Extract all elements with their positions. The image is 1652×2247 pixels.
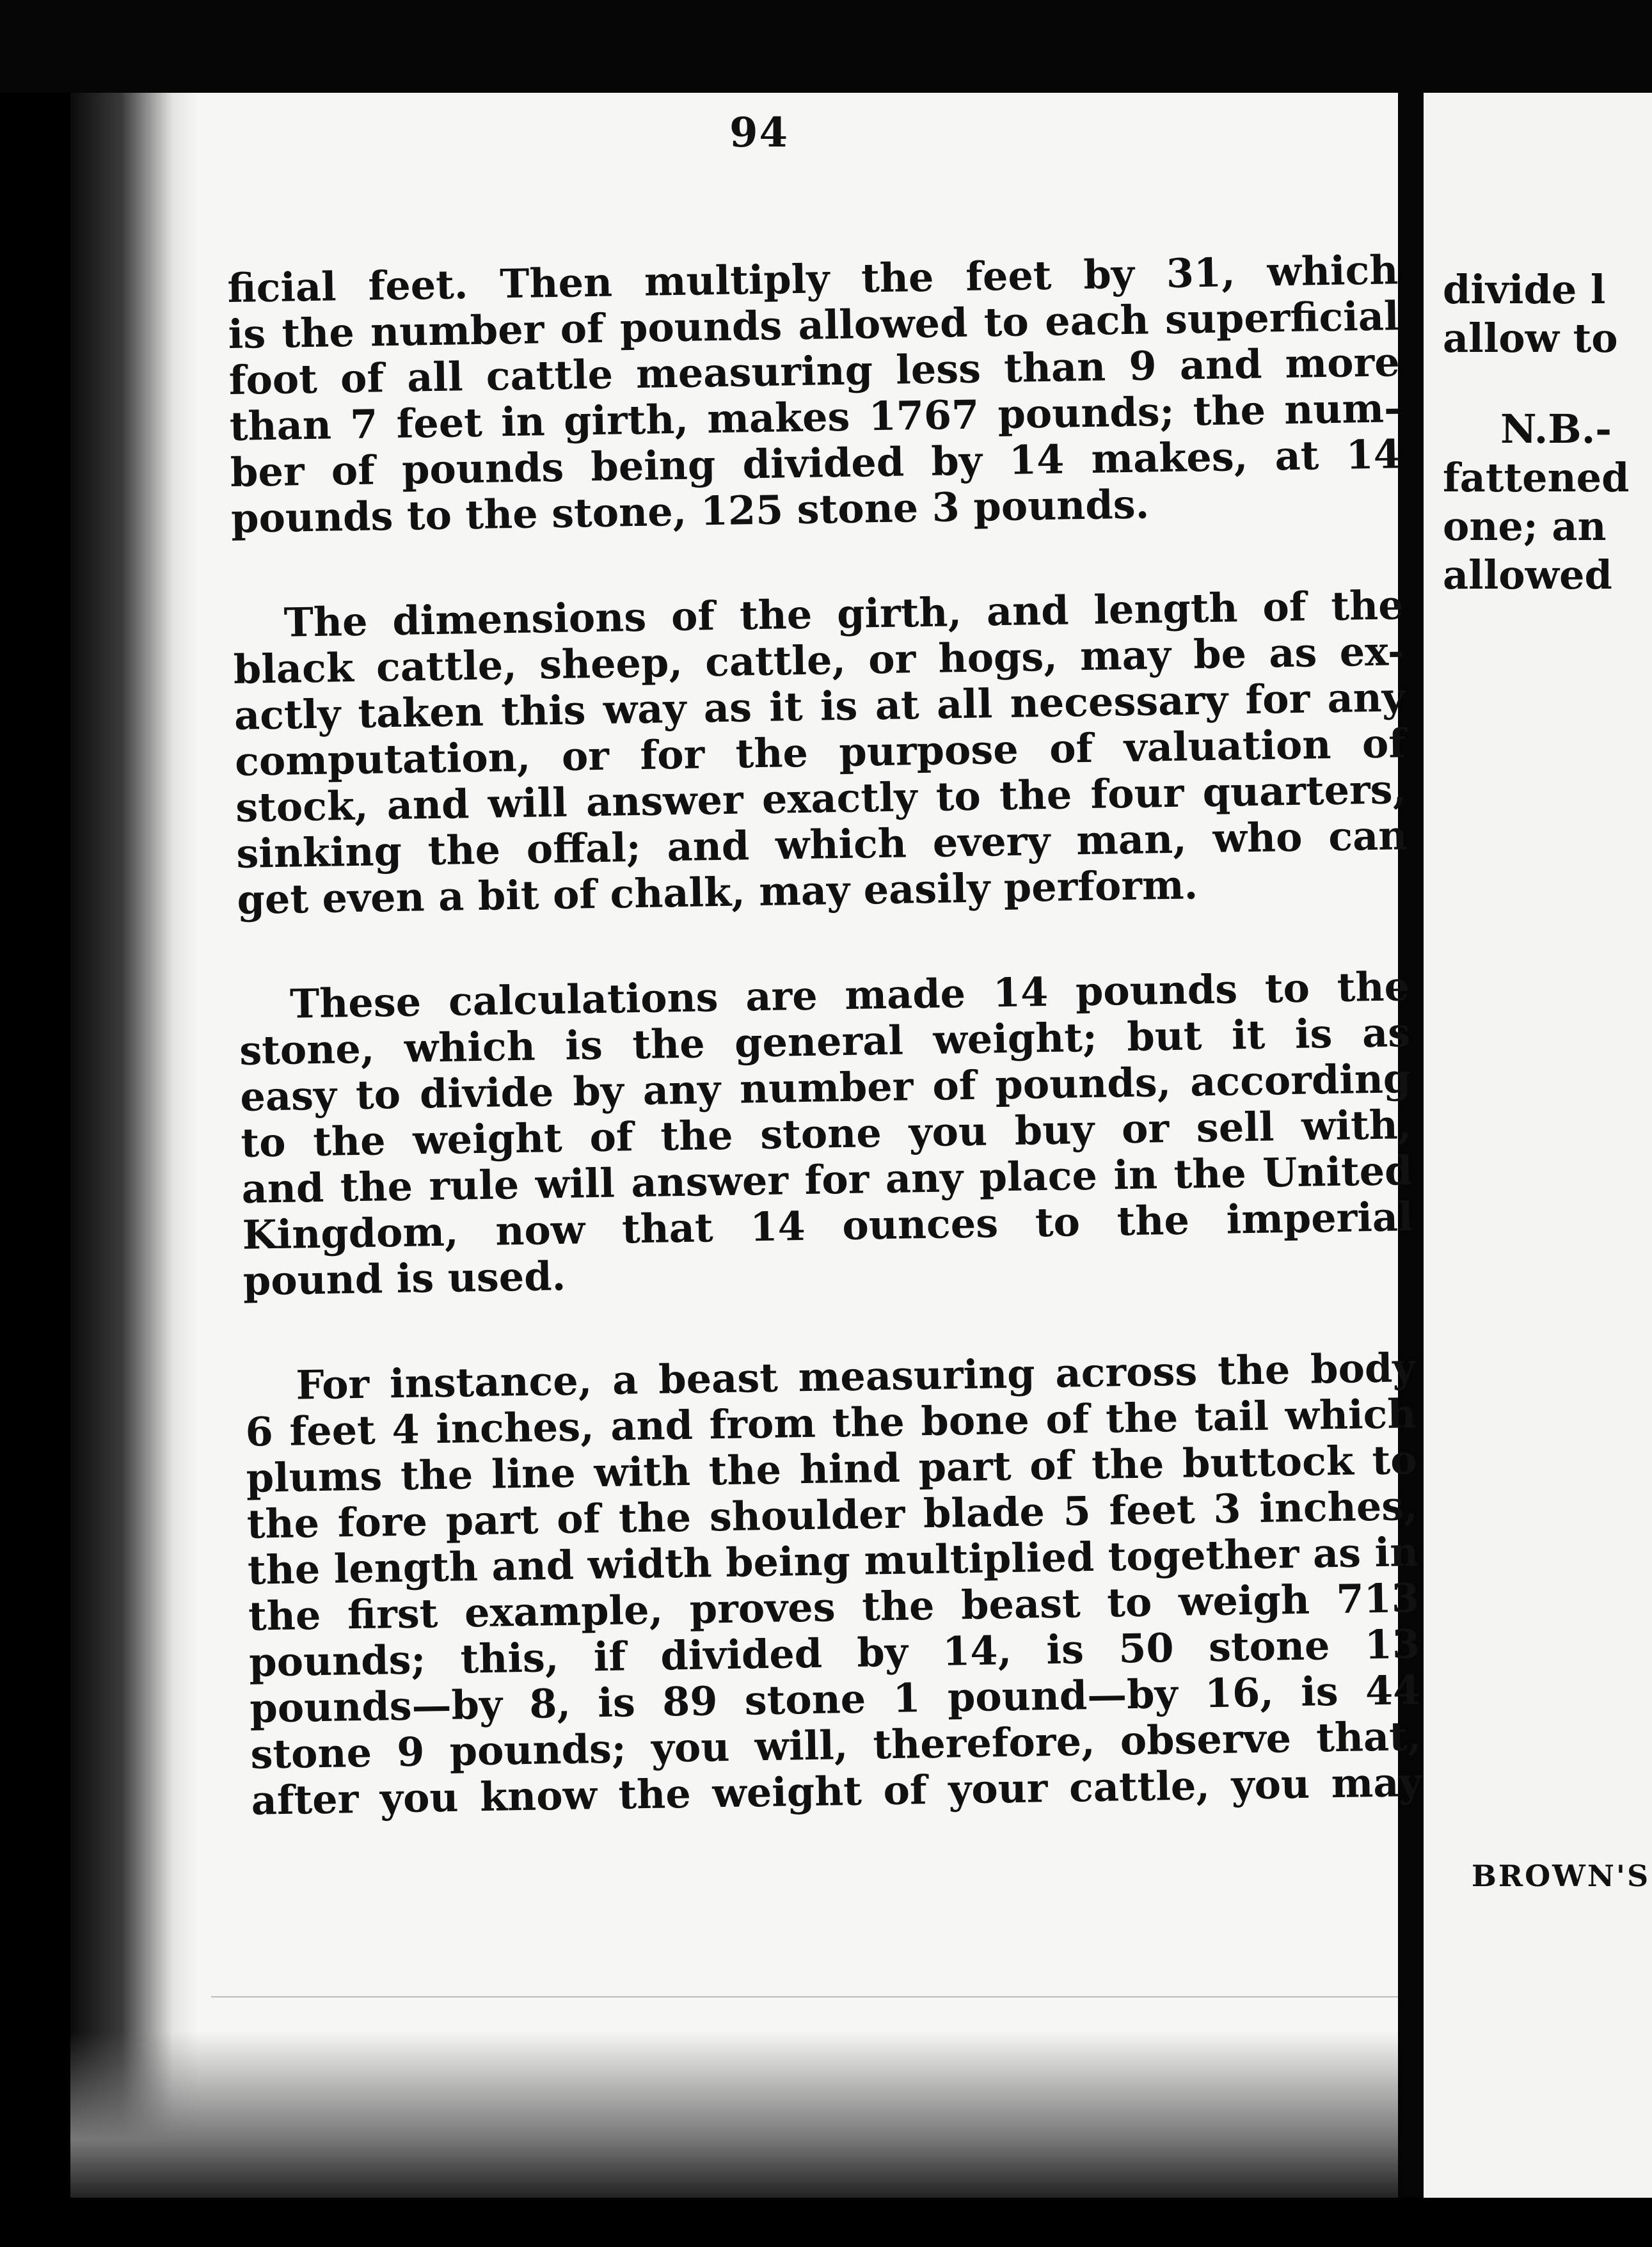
right-line: one; an [1443,503,1607,550]
text-line: plums the line with the hind part of the buttock to [246,1436,1418,1502]
page-edge-shadow [70,93,198,2198]
text-line: than 7 feet in girth, makes 1767 pounds; the num- [229,385,1401,450]
text-line: and the rule will answer for any place in the United [241,1147,1413,1212]
text-line: after you know the weight of your cattle, you may [251,1758,1423,1824]
right-line: divide l [1443,266,1606,313]
text-line: stone, which is the general weight; but it is as [239,1009,1411,1074]
catchword: BROWN'S [1472,1859,1651,1893]
text-line: the length and width being multiplied together as in [247,1528,1419,1594]
text-line: pounds; this, if divided by 14, is 50 stone 13 [248,1620,1420,1686]
page-number: 94 [729,109,790,157]
text-line: foot of all cattle measuring less than 9 and more [228,338,1401,404]
paragraph-3 [239,964,1415,1305]
body-text [227,247,1423,1882]
text-line: computation, or for the purpose of valuation of [234,720,1406,785]
text-line: stock, and will answer exactly to the four quarters, [235,766,1407,831]
text-line: 6 feet 4 inches, and from the bone of the tail which [245,1390,1417,1456]
text-line: the fore part of the shoulder blade 5 feet 3 inches, [246,1482,1418,1548]
text-line: is the number of pounds allowed to each superficial [228,292,1400,358]
page-bottom-shadow [70,2031,1398,2198]
text-line: Kingdom, now that 14 ounces to the imperial [242,1193,1414,1258]
right-line: allow to [1443,315,1618,361]
text-line: easy to divide by any number of pounds, according [239,1055,1411,1120]
paragraph-4 [244,1345,1422,1824]
right-page-text [1443,266,1629,599]
text-line: get even a bit of chalk, may easily perform. [237,861,1198,923]
text-line: ficial feet. Then multiply the feet by 31, which [226,246,1399,312]
text-line: pound is used. [242,1252,566,1305]
right-line: fattened [1443,454,1630,501]
text-line: sinking the offal; and which every man, who can [235,812,1408,877]
text-line: stone 9 pounds; you will, therefore, observe that, [250,1712,1422,1778]
text-line: The dimensions of the girth, and length of the [283,582,1404,646]
text-line: to the weight of the stone you buy or sell with, [240,1101,1412,1166]
text-line: These calculations are made 14 pounds to the [289,963,1410,1028]
text-line: actly taken this way as it is at all necessary for any [234,674,1406,739]
text-line: black cattle, sheep, cattle, or hogs, may be as ex- [233,628,1405,693]
text-line: the first example, proves the beast to weigh 713 [248,1574,1420,1640]
right-line: allowed [1443,552,1612,598]
text-line: ber of pounds being divided by 14 makes, at 14 [230,431,1402,496]
paragraph-1 [227,247,1402,542]
paragraph-2 [232,582,1408,923]
text-line: pounds to the stone, 125 stone 3 pounds. [230,480,1150,542]
scan-border [0,0,1652,93]
text-line: For instance, a beast measuring across the body [295,1344,1416,1409]
bottom-rule [211,1996,1398,1997]
text-line: pounds—by 8, is 89 stone 1 pound—by 16, is 44 [249,1666,1421,1732]
right-line: N.B.- [1500,406,1612,452]
